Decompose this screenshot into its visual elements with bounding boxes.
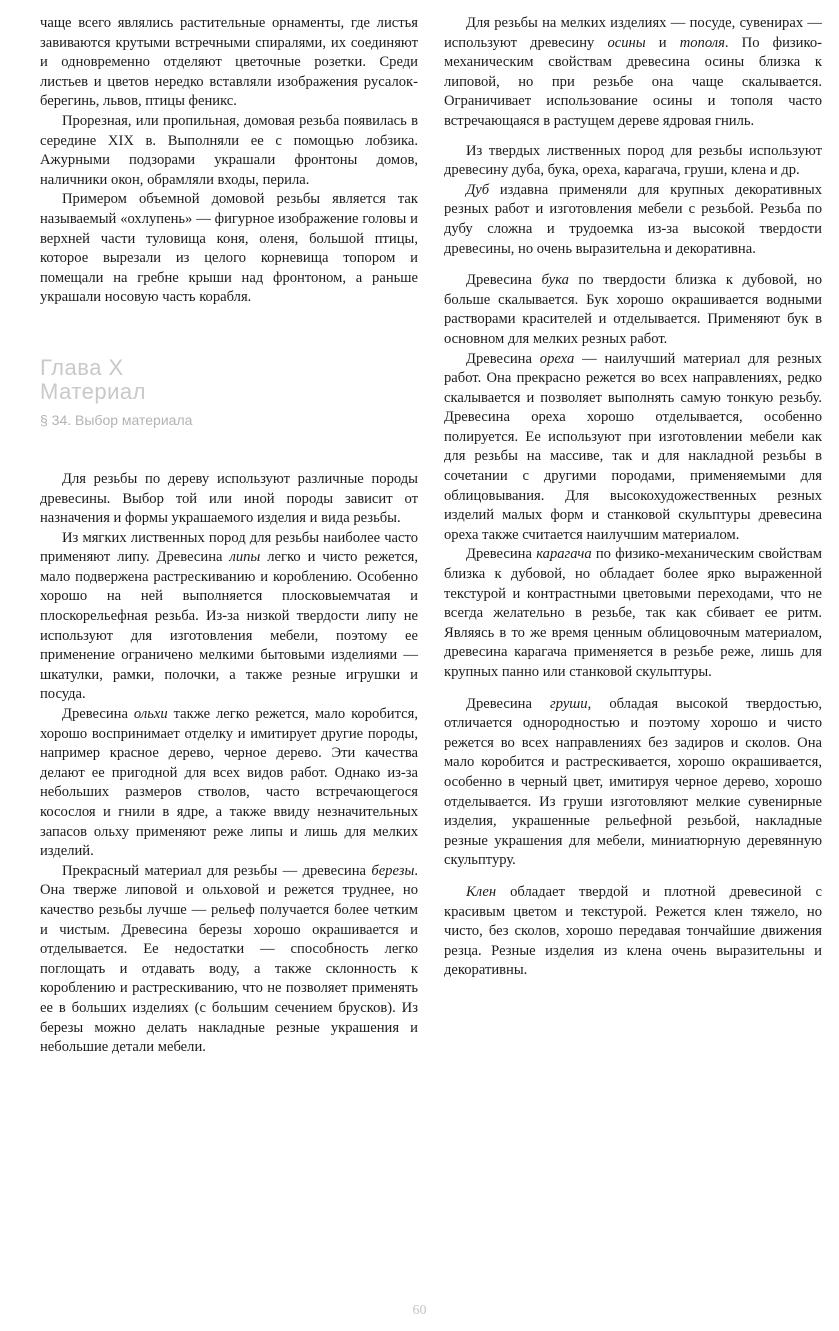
- term-linden: липы: [229, 549, 261, 566]
- paragraph-beech: Древесина бука по твердости близка к дубовой, но больше скалывается. Бук хорошо окрашивается водными растворами красителей и отделывается. Применяют бук в основном для мелких резных работ.: [444, 272, 822, 347]
- paragraph-alder: Древесина ольхи также легко режется, мало коробится, хорошо воспринимает отделку и имитирует другие породы, например красное дерево, черное дерево. Эти качества делают ее пригодной для всех видов работ. Однако из-за небольших размеров стволов, часто встречающегося косослоя и гнили в ядре, а также ввиду незначительных запасов ольху применяют реже липы и лишь для мелких изделий.: [40, 706, 418, 860]
- paragraph-walnut: Древесина ореха — наилучший материал для резных работ. Она прекрасно режется во всех направлениях, редко скалывается и позволяет выполнять самую тонкую резьбу. Древесина ореха хорошо отделывается, особенно полируется. Ее используют при изготовлении мебели как для резьбы на массиве, так и для накладной резьбы в сочетании с другими породами, применяемыми для облицовывания. Для высокохудожественных резных изделий малых форм и станковой скульптуры древесина ореха также считается наилучшим материалом.: [444, 350, 822, 543]
- paragraph-hardwoods: Из твердых лиственных пород для резьбы используют древесину дуба, бука, ореха, карагача, груши, клена и др.: [444, 142, 822, 179]
- paragraph-pear: Древесина груши, обладая высокой твердостью, отличается однородностью и поэтому хорошо и чисто режется во всех направлениях без задиров и сколов. Она мало коробится и растрескивается, хорошо окрашивается, особенно в черный цвет, имитируя черное дерево, хорошо отделывается. Из груши изготовляют мелкие сувенирные изделия, украшенные рельефной резьбой, накладные резные украшения для мебели, миниатюрную деревянную скульптуру.: [444, 695, 822, 869]
- paragraph-ornaments: чаще всего являлись растительные орнаменты, где листья завиваются крутыми встречными спиралями, их соединяют и одновременно отделяют цветочные розетки. Среди листьев и цветов нередко вставляли изображения русалок-берегинь, львов, птицы феникс.: [40, 15, 418, 110]
- term-pear: груши: [550, 695, 588, 712]
- paragraph-maple: Клен обладает твердой и плотной древесиной с красивым цветом и текстурой. Режется клен тяжело, но чисто, без сколов, хорошо передавая тончайшие движения резца. Резные изделия из клена очень выразительны и декоративны.: [444, 883, 822, 979]
- chapter-title: Материал: [40, 378, 146, 404]
- term-aspen: осины: [607, 34, 646, 51]
- term-oak: Дуб: [466, 181, 490, 198]
- term-walnut: ореха: [539, 350, 575, 367]
- paragraph-oak: Дуб издавна применяли для крупных декоративных резных работ и изготовления мебели с резьбой. Резьба по дубу сложна и трудоемка из-за высокой твердости древесины, но очень выразительна и декоративна.: [444, 181, 822, 257]
- term-maple: Клен: [466, 883, 497, 900]
- term-alder: ольхи: [133, 706, 168, 723]
- section-heading: § 34. Выбор материала: [40, 411, 193, 428]
- page-number: 60: [412, 1303, 427, 1318]
- paragraph-elm: Древесина карагача по физико-механическим свойствам близка к дубовой, но обладает более ярко выраженной текстурой и контрастными цветовыми переходами, что не всегда желательно в резьбе, так как сбивает ее ритм. Являясь в то же время ценным облицовочным материалом, древесина карагача применяется в резьбе реже, лишь для крупных панно или станковой скульптуры.: [444, 546, 822, 680]
- paragraph-wood-choice: Для резьбы по дереву используют различные породы древесины. Выбор той или иной породы зависит от назначения и формы украшаемого изделия и вида резьбы.: [40, 470, 418, 527]
- term-beech: бука: [541, 272, 569, 289]
- term-poplar: тополя: [679, 34, 725, 51]
- paragraph-volumetric-carving: Примером объемной домовой резьбы является так называемый «охлупень» — фигурное изображение головы и верхней части туловища коня, оленя, большой птицы, которое вырезали из целого корневища топором и помещали на гребне крыши над фронтоном, а раньше украшали носовую часть корабля.: [40, 191, 418, 306]
- paragraph-birch: Прекрасный материал для резьбы — древесина березы. Она тверже липовой и ольховой и режется труднее, но качество резьбы лучше — рельеф получается более четким и чистым. Древесина березы хорошо окрашивается и отделывается. Ее недостатки — способность легко поглощать и отдавать воду, а также склонность к короблению и растрескиванию, что не позволяет применять ее в больших изделиях (с большим сечением брусков). Из березы можно делать накладные резные украшения и небольшие детали мебели.: [40, 862, 418, 1056]
- chapter-number: Глава X: [40, 354, 124, 380]
- paragraph-linden: Из мягких лиственных пород для резьбы наиболее часто применяют липу. Древесина липы легко и чисто режется, мало подвержена растрескиванию и короблению. Особенно хорошо на ней выполняется плосковыемчатая и плоскорельефная резьба. Из-за низкой твердости липу не используют для изготовления мебели, поэтому ее применение ограничено мелкими бытовыми изделиями — шкатулки, рамки, полочки, а также резные игрушки и посуда.: [40, 529, 418, 703]
- term-birch: березы: [371, 862, 415, 879]
- chapter-heading: [40, 356, 418, 404]
- paragraph-cut-carving: Прорезная, или пропильная, домовая резьба появилась в середине XIX в. Выполняли ее с помощью лобзика. Ажурными подзорами украшали фронтоны домов, наличники окон, обрамляли входы, перила.: [40, 112, 418, 188]
- left-column: [40, 14, 418, 1058]
- right-column: [444, 14, 822, 981]
- term-elm: карагача: [536, 546, 592, 563]
- paragraph-aspen-poplar: Для резьбы на мелких изделиях — посуде, сувенирах — используют древесину осины и тополя. По физико-механическим свойствам древесина осины близка к липовой, но при резьбе она чаще скалывается. Ограничивает использование осины и тополя часто встречающаяся в растущем дереве ядровая гниль.: [444, 15, 822, 129]
